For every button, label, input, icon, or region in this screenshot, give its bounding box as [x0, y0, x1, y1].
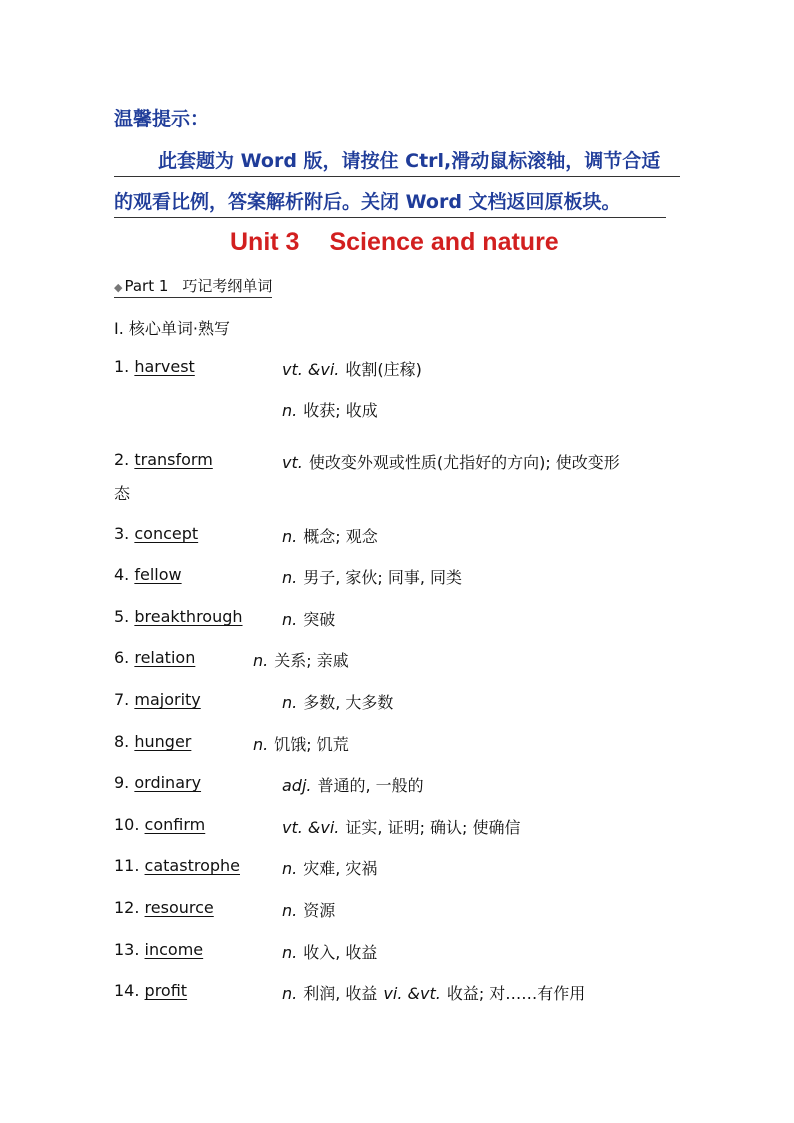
definition: [282, 527, 378, 546]
definition: [282, 776, 424, 795]
section-title: Ⅰ. 核心单词·熟写: [114, 319, 230, 338]
definition-line: [282, 565, 462, 588]
part-of-speech: adj.: [282, 776, 312, 795]
meaning: 收割(庄稼): [345, 360, 422, 379]
vocab-word: majority: [134, 690, 201, 709]
word-row: [0, 648, 794, 678]
word-row: [0, 607, 794, 637]
definition-line: [253, 732, 349, 755]
definition-line: [282, 357, 422, 380]
definition-line: [282, 898, 335, 921]
word-row: [0, 732, 794, 762]
definition-line: [282, 450, 620, 473]
definition: [282, 984, 377, 1003]
vocab-word: harvest: [134, 357, 195, 376]
definition-line: [282, 607, 335, 630]
word-row: [0, 815, 794, 845]
word-number: [114, 565, 182, 584]
vocab-word: hunger: [134, 732, 192, 751]
meaning: 资源: [303, 901, 336, 920]
definition-line: [282, 815, 521, 838]
diamond-bullet-icon: ◆: [114, 281, 123, 294]
definition: [282, 453, 620, 472]
item-index: 9.: [114, 773, 130, 792]
vocab-word: concept: [134, 524, 199, 543]
part-title: 巧记考纲单词: [182, 277, 273, 295]
definition: [282, 693, 393, 712]
word-row: [0, 565, 794, 595]
word-row: [0, 690, 794, 720]
vocab-word: catastrophe: [144, 856, 240, 875]
word-row: [0, 773, 794, 803]
part-label: Part 1: [124, 277, 169, 295]
part-of-speech: n.: [282, 527, 298, 546]
vocab-word: resource: [144, 898, 214, 917]
meaning: 概念; 观念: [303, 527, 378, 546]
word-number: [114, 773, 201, 792]
part-of-speech: n.: [282, 859, 298, 878]
definition: [282, 610, 335, 629]
vocab-word: confirm: [144, 815, 206, 834]
meaning: 收入, 收益: [303, 943, 378, 962]
word-number: [114, 648, 195, 667]
vocab-word: relation: [134, 648, 196, 667]
definition: [282, 901, 335, 920]
word-number: [114, 815, 205, 834]
vocab-word: transform: [134, 450, 213, 469]
part-of-speech: vt.: [282, 453, 303, 472]
definition: [282, 818, 521, 837]
vocab-word: income: [144, 940, 204, 959]
definition-line: [282, 856, 377, 879]
meaning: 灾难, 灾祸: [303, 859, 378, 878]
word-row: [0, 450, 794, 480]
part-of-speech: n.: [282, 901, 298, 920]
word-number: [114, 940, 203, 959]
vocab-word: ordinary: [134, 773, 202, 792]
tip-line-2: 的观看比例，答案解析附后。关闭 Word 文档返回原板块。: [114, 187, 666, 218]
word-number: [114, 450, 213, 469]
tip-title: 温馨提示：: [114, 108, 210, 130]
word-row: [0, 357, 794, 387]
item-index: 11.: [114, 856, 140, 875]
meaning: 使改变外观或性质(尤指好的方向); 使改变形: [308, 453, 620, 472]
item-index: 10.: [114, 815, 140, 834]
word-number: [114, 981, 187, 1000]
definition-line: [282, 690, 393, 713]
meaning: 收获; 收成: [303, 401, 378, 420]
item-index: 3.: [114, 524, 130, 543]
vocab-word: profit: [144, 981, 188, 1000]
part-of-speech: n.: [282, 984, 298, 1003]
unit-number: Unit 3: [230, 228, 300, 256]
word-number: [114, 856, 240, 875]
definition-line: [282, 524, 378, 547]
vocab-word: fellow: [134, 565, 182, 584]
word-row: [0, 981, 794, 1011]
meaning: 证实, 证明; 确认; 使确信: [345, 818, 521, 837]
item-index: 14.: [114, 981, 140, 1000]
word-row: [0, 524, 794, 554]
part-of-speech: n.: [282, 693, 298, 712]
word-number: [114, 524, 198, 543]
item-index: 6.: [114, 648, 130, 667]
item-index: 2.: [114, 450, 130, 469]
item-index: 1.: [114, 357, 130, 376]
tip-line-1: 此套题为 Word 版，请按住 Ctrl,滑动鼠标滚轴，调节合适: [114, 146, 680, 177]
part-of-speech: n.: [282, 401, 298, 420]
unit-title: [230, 228, 559, 257]
word-number: [114, 607, 243, 626]
definition-continuation: 态: [114, 484, 131, 503]
definition: [282, 401, 378, 420]
vocab-word: breakthrough: [134, 607, 243, 626]
word-row: [0, 940, 794, 970]
definition-line: [282, 398, 378, 421]
definition: [253, 651, 349, 670]
meaning: 多数, 大多数: [303, 693, 394, 712]
part-of-speech: n.: [253, 651, 269, 670]
word-number: [114, 690, 201, 709]
unit-name: Science and nature: [329, 228, 559, 256]
definition: [383, 984, 585, 1003]
part-of-speech: n.: [282, 610, 298, 629]
definition: [253, 735, 349, 754]
definition-line: [282, 773, 424, 796]
meaning: 突破: [303, 610, 336, 629]
word-number: [114, 898, 214, 917]
definition-line: [282, 981, 585, 1004]
word-row: [0, 856, 794, 886]
part-of-speech: vt. &vi.: [282, 360, 340, 379]
definition: [282, 360, 422, 379]
item-index: 5.: [114, 607, 130, 626]
item-index: 4.: [114, 565, 130, 584]
item-index: 12.: [114, 898, 140, 917]
definition-line: [253, 648, 349, 671]
meaning: 男子, 家伙; 同事, 同类: [303, 568, 463, 587]
part-of-speech: n.: [282, 943, 298, 962]
word-number: [114, 357, 195, 376]
part-heading: [114, 275, 272, 298]
item-index: 13.: [114, 940, 140, 959]
part-of-speech: n.: [253, 735, 269, 754]
item-index: 7.: [114, 690, 130, 709]
meaning: 利润, 收益: [303, 984, 378, 1003]
item-index: 8.: [114, 732, 130, 751]
meaning: 关系; 亲戚: [274, 651, 349, 670]
word-number: [114, 732, 191, 751]
part-of-speech: vt. &vi.: [282, 818, 340, 837]
definition: [282, 568, 462, 587]
definition: [282, 859, 377, 878]
definition: [282, 943, 377, 962]
part-of-speech: vi. &vt.: [383, 984, 441, 1003]
definition-line: [282, 940, 377, 963]
word-row: [0, 898, 794, 928]
meaning: 普通的, 一般的: [317, 776, 424, 795]
meaning: 收益; 对……有作用: [446, 984, 586, 1003]
part-of-speech: n.: [282, 568, 298, 587]
meaning: 饥饿; 饥荒: [274, 735, 349, 754]
word-row-continued: [0, 398, 794, 428]
